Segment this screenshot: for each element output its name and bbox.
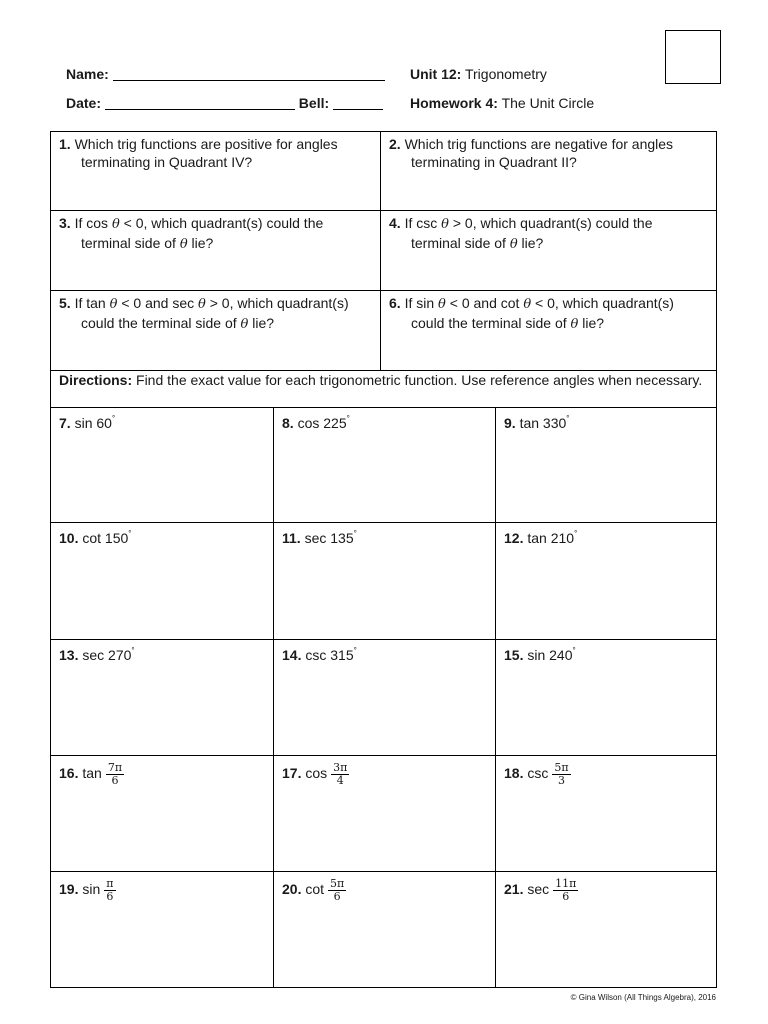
problem-number: 14. [282,647,302,663]
unit-label: Unit 12: [410,66,462,82]
theta-symbol: θ [438,297,446,312]
problem-cell[interactable] [273,639,496,756]
question-text: terminal side of [411,235,506,251]
trig-expression: cos 225 [297,415,347,431]
problem-number: 7. [59,415,71,431]
problem-cell[interactable] [495,871,717,988]
trig-expression: sec 135 [304,530,354,546]
question-6-cell[interactable] [380,290,717,371]
theta-symbol: θ [111,217,120,232]
problem-number: 9. [504,415,516,431]
directions-label: Directions: [59,372,133,388]
theta-symbol: θ [523,297,532,312]
fraction-denominator: 6 [562,890,570,903]
question-text: < 0 and cot [449,295,520,311]
trig-expression: sec 270 [82,647,132,663]
problem-cell[interactable] [495,407,717,523]
problem-cell[interactable] [50,639,274,756]
question-text: Which trig functions are negative for angles [404,136,674,152]
problem-number: 17. [282,765,302,782]
fraction-numerator: π [106,877,114,890]
question-number: 1. [59,136,71,152]
score-box [665,30,721,84]
degree-symbol: ° [128,529,132,538]
fraction [104,878,115,903]
degree-symbol: ° [111,414,116,423]
date-label: Date: [66,95,102,111]
theta-symbol: θ [198,297,206,312]
degree-symbol: ° [574,529,578,538]
trig-expression: tan 210 [527,530,575,546]
bell-field[interactable] [333,95,383,110]
fraction [553,878,578,903]
trig-expression: cos [305,765,328,782]
date-row [66,95,383,111]
trig-expression: sin [82,881,101,898]
question-text: could the terminal side of [411,315,567,331]
problem-cell[interactable] [273,871,496,988]
name-field[interactable] [113,66,385,81]
question-number: 5. [59,295,71,311]
trig-expression: csc 315 [305,647,354,663]
question-text: If sin [404,295,435,311]
degree-symbol: ° [566,414,570,423]
trig-expression: csc [527,765,549,782]
trig-expression: tan 330 [519,415,567,431]
date-field[interactable] [105,95,295,110]
fraction-denominator: 3 [557,774,565,787]
question-text: terminating in Quadrant IV? [81,154,253,170]
problem-cell[interactable] [50,522,274,640]
question-number: 4. [389,215,401,231]
question-text: If tan [74,295,106,311]
problem-number: 18. [504,765,524,782]
unit-row [410,66,547,82]
question-text: Which trig functions are positive for angles [74,136,338,152]
fraction [106,762,124,787]
fraction-denominator: 6 [333,890,341,903]
problem-cell[interactable] [273,755,496,872]
question-text: < 0, which quadrant(s) [535,295,674,311]
fraction-numerator: 5π [330,877,345,890]
question-text: If cos [74,215,109,231]
name-row [66,66,385,82]
problem-cell[interactable] [495,755,717,872]
trig-expression: sin 60 [74,415,112,431]
question-3-cell[interactable] [50,210,381,291]
theta-symbol: θ [441,217,449,232]
copyright-footer: © Gina Wilson (All Things Algebra), 2016 [570,993,716,1002]
fraction-numerator: 3π [333,761,348,774]
trig-expression: cot [305,881,325,898]
problem-number: 8. [282,415,294,431]
trig-expression: sec [527,881,550,898]
question-number: 2. [389,136,401,152]
question-4-cell[interactable] [380,210,717,291]
fraction-denominator: 6 [106,890,114,903]
directions-row [50,370,717,408]
fraction-denominator: 6 [111,774,119,787]
problem-cell[interactable] [273,522,496,640]
problem-cell[interactable] [273,407,496,523]
problem-cell[interactable] [495,639,717,756]
problem-cell[interactable] [50,871,274,988]
fraction [552,762,570,787]
question-number: 6. [389,295,401,311]
question-text: could the terminal side of [81,315,237,331]
question-text: < 0 and sec [121,295,195,311]
fraction-numerator: 7π [107,761,123,774]
question-text: If csc [404,215,438,231]
problem-number: 13. [59,647,79,663]
question-text: terminating in Quadrant II? [411,154,577,170]
fraction-numerator: 5π [554,761,569,774]
theta-symbol: θ [179,237,188,252]
homework-label: Homework 4: [410,95,498,111]
problem-number: 19. [59,881,79,898]
problem-cell[interactable] [50,407,274,523]
problem-number: 10. [59,530,79,546]
question-2-cell[interactable] [380,131,717,211]
degree-symbol: ° [346,414,350,423]
theta-symbol: θ [509,237,518,252]
question-text: < 0, which quadrant(s) could the [123,215,324,231]
question-number: 3. [59,215,71,231]
degree-symbol: ° [353,529,357,538]
homework-row [410,95,594,111]
bell-label: Bell: [298,95,330,111]
question-text: lie? [521,235,544,251]
problem-number: 15. [504,647,524,663]
question-text: > 0, which quadrant(s) could the [452,215,653,231]
problem-cell[interactable] [50,755,274,872]
degree-symbol: ° [572,646,576,655]
name-label: Name: [66,66,109,82]
directions-text: Find the exact value for each trigonometric function. Use reference angles when necessary. [136,372,703,388]
question-text: lie? [582,315,605,331]
unit-title: Trigonometry [464,66,547,82]
fraction [328,878,346,903]
fraction-denominator: 4 [336,774,344,787]
degree-symbol: ° [131,646,135,655]
question-text: terminal side of [81,235,176,251]
problem-number: 11. [282,530,301,546]
question-1-cell[interactable] [50,131,381,211]
problem-number: 16. [59,765,79,782]
question-5-cell[interactable] [50,290,381,371]
fraction [331,762,349,787]
question-text: lie? [191,235,214,251]
problem-number: 20. [282,881,302,898]
trig-expression: tan [82,765,102,782]
problem-number: 12. [504,530,524,546]
theta-symbol: θ [240,317,249,332]
question-text: > 0, which quadrant(s) [209,295,349,311]
problem-number: 21. [504,881,524,898]
theta-symbol: θ [109,297,118,312]
question-text: lie? [252,315,275,331]
problem-cell[interactable] [495,522,717,640]
degree-symbol: ° [353,646,357,655]
trig-expression: sin 240 [527,647,573,663]
trig-expression: cot 150 [82,530,129,546]
homework-title: The Unit Circle [501,95,595,111]
theta-symbol: θ [570,317,579,332]
fraction-numerator: 11π [555,877,577,890]
